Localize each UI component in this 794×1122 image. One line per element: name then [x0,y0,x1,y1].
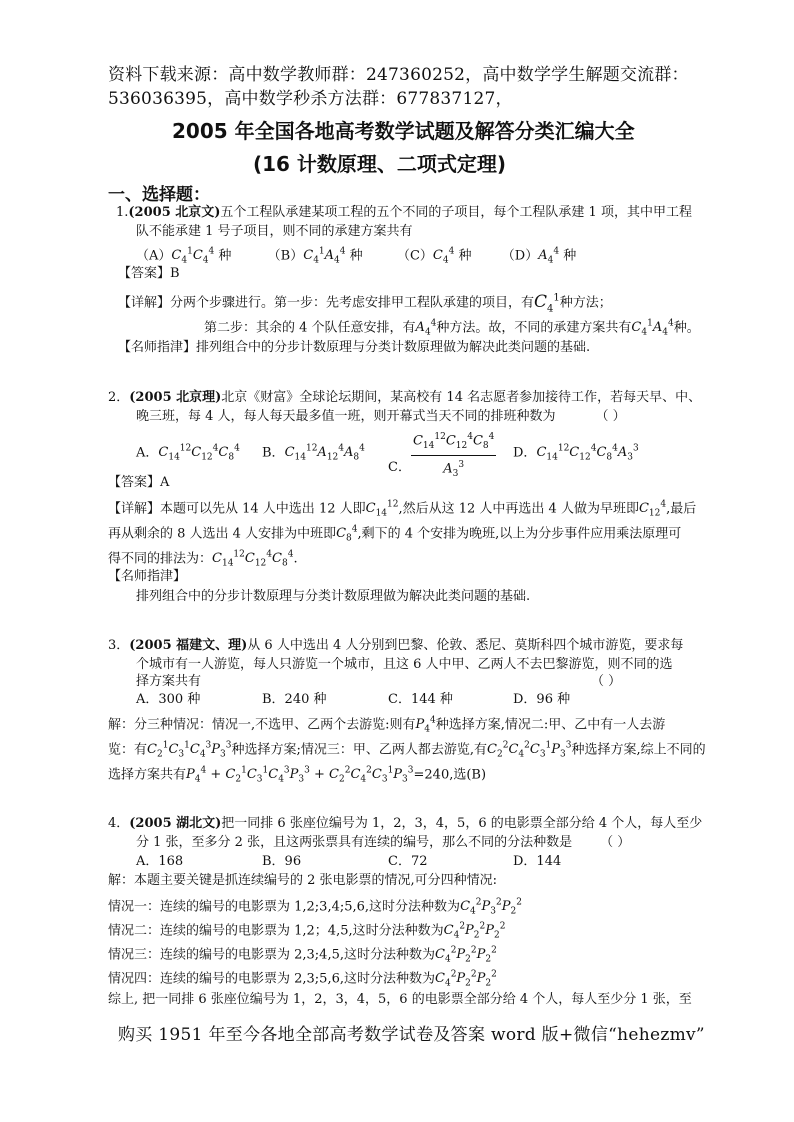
option-label: A． [136,445,159,461]
solution-text: 览：有 [108,742,148,758]
case-text: 情况二：连续的编号的电影票为 1,2；4,5,这时分法种数为 [108,923,444,939]
q4-line-2 [136,834,630,852]
option-formula: $\frac{C_{14}^{12}C_{12}^4C_8^4}{A_3^3}$ [411,428,496,483]
q3-solution-3 [108,762,486,789]
formula: $P_4^4$ [415,716,436,735]
solution-text: =240,选(B) [413,767,487,783]
option-formula: $C_{14}^{12}C_{12}^4C_8^4A_3^3$ [536,444,639,463]
q1-option-d-formula: $A_4^4$ [538,247,560,266]
q1-option-b-label: （B） [267,248,304,264]
formula: $C_{14}^{12}$ [365,500,399,519]
q2-option-d [513,440,639,467]
q2-line-2 [136,408,626,426]
q1-option-d-label: （D） [501,248,539,264]
q3-line-1 [108,637,683,655]
q3-text: 择方案共有 [136,674,202,689]
detail-label: 【详解】 [118,295,171,311]
q4-source: (2005 湖北文) [129,816,222,831]
q3-number: 3． [108,638,130,653]
q2-option-a [136,440,240,467]
detail-text: 第二步：其余的 4 个队任意安排，有 [204,320,416,336]
solution-text: 解：分三种情况：情况一,不选甲、乙两个去游览:则有 [108,717,416,733]
q2-number: 2． [108,390,130,405]
detail-text: 再从剩余的 8 人选出 4 人安排为中班即 [108,526,337,542]
q1-option-a-formula: $C_4^1C_4^4$ [171,247,215,266]
q2-source: (2005 北京理) [129,390,222,405]
page-title: 2005 年全国各地高考数学试题及解答分类汇编大全 [172,119,635,143]
q3-option-a: A．300 种 [136,692,201,707]
q1-option-a-label: （A） [136,248,172,264]
q4-number: 4． [108,816,130,831]
q4-conclusion: 综上, 把一同排 6 张座位编号为 1，2，3，4，5，6 的电影票全部分给 4 个人，每人至少分 1 张，至 [108,992,692,1007]
footer-advert: 购买 1951 年至今各地全部高考数学试卷及答案 word 版+微信“hehezmv” [118,1025,705,1045]
q3-line-3 [136,673,621,691]
q1-tip: 【名师指津】排列组合中的分步计数原理与分类计数原理做为解决此类问题的基础. [118,340,591,355]
q2-detail-1 [108,496,696,523]
option-label: C． [388,459,411,475]
header-line-1: 资料下载来源：高中数学教师群：247360252，高中数学学生解题交流群： [108,65,689,85]
section-heading: 一、选择题： [108,185,210,205]
answer-blank: （ ） [591,674,622,689]
solution-text: 种选择方案,综上不同的 [571,742,706,758]
q4-option-c: C．72 [388,854,428,869]
detail-text: ,然后从这 12 人中再选出 4 人做为早班即 [398,501,639,517]
detail-text: 得不同的排法为： [108,551,213,567]
unit-text: 种 [458,248,472,264]
q4-option-d: D．144 [513,854,562,869]
q4-line-1 [108,815,702,833]
q4-option-a: A．168 [136,854,184,869]
q2-answer: 【答案】A [108,475,170,490]
q1-result-formula: $C_4^1A_4^4$ [631,319,674,338]
formula: $C_8^4$ [336,525,358,544]
formula: $C_4^2P_2^2P_2^2$ [435,970,497,989]
q1-a44-formula: $A_4^4$ [415,319,437,338]
q1-option-c-formula: $C_4^4$ [432,247,455,266]
unit-text: 种 [218,248,232,264]
q3-solution-1 [108,712,665,739]
formula: $C_2^2C_4^2C_3^1P_3^3$ [487,741,572,760]
q4-text: 分 1 张，至多分 2 张，且这两张票具有连续的编号，那么不同的分法种数是 [136,835,573,850]
detail-text: ,最后 [666,501,697,517]
q2-text: 晚三班，每 4 人，每人每天最多值一班，则开幕式当天不同的排班种数为 [136,409,556,424]
detail-text: . [293,551,298,567]
q1-option-c-label: （C） [396,248,433,264]
option-label: B． [262,445,285,461]
formula: $C_4^2P_3^2P_2^2$ [460,898,522,917]
q2-text: 北京《财富》全球论坛期间，某高校有 14 名志愿者参加接待工作，若每天早、中、 [221,390,702,405]
detail-text: 【详解】本题可以先从 14 人中选出 12 人即 [108,501,366,517]
q3-text: 从 6 人中选出 4 人分别到巴黎、伦敦、悉尼、莫斯科四个城市游览，要求每 [247,638,684,653]
q4-case-2 [108,918,505,945]
q1-text: 五个工程队承建某项工程的五个不同的子项目，每个工程队承建 1 项，其中甲工程 [220,205,692,220]
q1-c41-formula: $C_4^1$ [534,291,560,315]
q2-tip: 排列组合中的分步计数原理与分类计数原理做为解决此类问题的基础. [136,589,531,604]
solution-text: 种选择方案;情况三：甲、乙两人都去游览,有 [231,742,488,758]
formula: $C_{14}^{12}C_{12}^4C_8^4$ [212,550,294,569]
answer-blank: （ ） [600,835,631,850]
detail-text: 种。 [673,320,700,336]
unit-text: 种 [563,248,577,264]
q1-detail-1 [118,289,612,318]
q1-option-b-formula: $C_4^1A_4^4$ [303,247,346,266]
q4-case-1 [108,894,522,921]
q2-detail-2 [108,521,681,548]
q4-case-3 [108,942,497,969]
q1-options [136,243,576,270]
q1-detail-2 [204,315,700,342]
q3-option-c: C．144 种 [388,692,453,707]
page-subtitle: (16 计数原理、二项式定理) [253,152,507,176]
option-label: D． [513,445,537,461]
q1-source: (2005 北京文) [128,205,221,220]
formula: $C_{12}^4$ [638,500,667,519]
q1-line-1 [116,204,692,222]
answer-blank: （ ） [595,409,626,424]
q1-answer: 【答案】B [118,266,180,281]
q3-line-2: 个城市有一人游览，每人只游览一个城市，且这 6 人中甲、乙两人不去巴黎游览，则不同的选 [136,657,673,672]
q4-text: 把一同排 6 张座位编号为 1，2，3，4，5，6 的电影票全部分给 4 个人，每人至少 [221,816,703,831]
case-text: 情况四：连续的编号的电影票为 2,3;5,6,这时分法种数为 [108,971,435,987]
detail-text: ,剩下的 4 个安排为晚班,以上为分步事件应用乘法原理可 [357,526,682,542]
q1-number: 1. [116,205,129,220]
option-formula: $C_{14}^{12}A_{12}^4A_8^4$ [284,444,365,463]
formula: $C_4^2P_2^2P_2^2$ [435,946,497,965]
detail-text: 种方法。故，不同的承建方案共有 [436,320,632,336]
unit-text: 种 [349,248,363,264]
detail-text: 分两个步骤进行。第一步：先考虑安排甲工程队承建的项目，有 [170,295,535,311]
formula: $C_2^1C_3^1C_4^3P_3^3$ [147,741,232,760]
q4-solution-intro: 解：本题主要关键是抓连续编号的 2 张电影票的情况,可分四种情况: [108,873,498,888]
detail-text: 种方法； [559,295,612,311]
case-text: 情况三：连续的编号的电影票为 2,3;4,5,这时分法种数为 [108,947,435,963]
q3-source: (2005 福建文、理) [129,638,248,653]
formula: $C_4^2P_2^2P_2^2$ [443,922,506,941]
solution-text: 选择方案共有 [108,767,187,783]
q3-option-b: B．240 种 [262,692,327,707]
q4-option-b: B．96 [262,854,302,869]
q2-option-c [388,428,496,483]
q4-case-4 [108,966,497,993]
q3-solution-2 [108,737,706,764]
q2-option-b [262,440,365,467]
option-formula: $C_{14}^{12}C_{12}^4C_8^4$ [158,444,240,463]
q2-tip-label: 【名师指津】 [108,569,187,584]
formula: $P_4^4 + C_2^1C_3^1C_4^3P_3^3 + C_2^2C_4^2C_3^1P_3^3$ [186,766,414,785]
q3-option-d: D．96 种 [513,692,571,707]
case-text: 情况一：连续的编号的电影票为 1,2;3,4;5,6,这时分法种数为 [108,899,461,915]
q1-line-2: 队不能承建 1 号子项目，则不同的承建方案共有 [136,224,413,239]
q2-line-1 [108,389,701,407]
solution-text: 种选择方案,情况二:甲、乙中有一人去游 [435,717,666,733]
header-line-2: 536036395，高中数学秒杀方法群：677837127， [108,89,513,109]
